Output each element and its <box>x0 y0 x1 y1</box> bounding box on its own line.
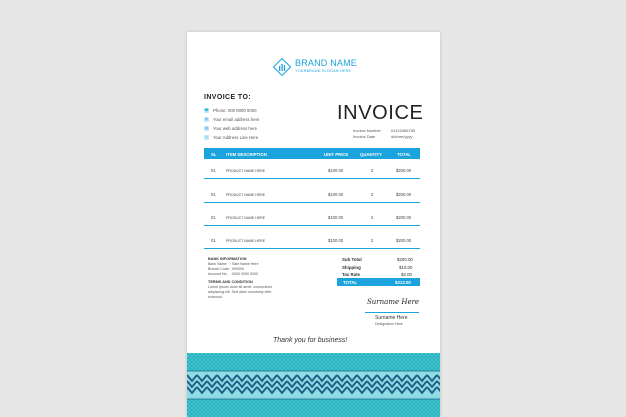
header-quantity: QUANTITY <box>360 151 382 157</box>
row-total: $200.00 <box>396 168 412 173</box>
header-sl: SL <box>211 151 217 157</box>
table-row <box>204 212 420 224</box>
invoice-number <box>353 128 415 133</box>
row-divider <box>204 202 420 203</box>
contact-address-text: Your Address Line Here <box>213 134 259 140</box>
brand-slogan: YOURBRAND SLOGAN HERE <box>295 69 352 73</box>
table-header <box>204 148 420 159</box>
row-divider <box>204 178 420 179</box>
row-sl: 01 <box>211 215 216 220</box>
contact-address <box>204 133 258 141</box>
phone-icon: ☎ <box>204 107 209 112</box>
contact-email <box>204 115 259 123</box>
invoice-page <box>187 32 440 417</box>
invoice-date <box>353 134 412 139</box>
row-quantity: 2 <box>371 215 374 220</box>
invoice-title: INVOICE <box>337 102 424 124</box>
email-icon: ✉ <box>205 116 208 121</box>
location-icon: ⌂ <box>205 134 208 139</box>
bank-line <box>208 272 258 276</box>
footer-pattern <box>187 353 440 417</box>
row-description: PRODUCT NAME HERE <box>226 192 266 197</box>
signature-mark <box>363 294 423 308</box>
row-total: $200.00 <box>396 192 412 197</box>
row-unit-price: $100.00 <box>328 168 344 173</box>
contact-web-text: Your web address here <box>213 125 258 131</box>
signer-name: Surname Here <box>375 315 408 321</box>
total-label: TOTAL <box>343 280 358 285</box>
contact-email-text: Your email address here <box>213 116 260 122</box>
row-total: $200.00 <box>396 238 412 243</box>
invoice-number-label: Invoice Number <box>353 128 382 133</box>
bank-value: : 000000 <box>230 267 244 271</box>
row-description: PRODUCT NAME HERE <box>226 215 266 220</box>
subtotal-label: Sub Total <box>342 257 362 262</box>
table-row <box>204 189 420 201</box>
header-unit-price: UNIT PRICE <box>324 151 349 157</box>
signature-script: Surname Here <box>367 298 420 306</box>
row-unit-price: $100.00 <box>328 192 344 197</box>
signer-designation: Designation Here <box>375 322 403 326</box>
row-description: PRODUCT NAME HERE <box>226 168 266 173</box>
row-description: PRODUCT NAME HERE <box>226 238 266 243</box>
terms-heading: TERMS AND CONDITION <box>208 280 253 284</box>
row-unit-price: $100.00 <box>328 215 344 220</box>
bank-label: Bank Name <box>208 262 227 266</box>
row-divider <box>204 225 420 226</box>
subtotal-value: $200.00 <box>397 257 413 262</box>
total-value: $212.00 <box>395 280 411 285</box>
tax-label: Tax Rate <box>342 272 360 277</box>
bank-line <box>208 262 259 266</box>
terms-text: Lorem ipsum dolor sit amet, consectetur adipiscing elit. Sed diam nonummy nibh euismod. <box>208 285 272 299</box>
row-sl: 01 <box>211 192 216 197</box>
contact-phone <box>204 106 257 114</box>
shipping-value: $10.00 <box>399 265 413 270</box>
contact-web <box>204 124 257 132</box>
row-quantity: 2 <box>371 238 374 243</box>
invoice-to-heading: INVOICE TO: <box>204 94 252 101</box>
thank-you-note: Thank you for business! <box>273 337 348 344</box>
invoice-number-value: #1123456789 <box>391 128 416 133</box>
row-unit-price: $100.00 <box>328 238 344 243</box>
signature-line <box>365 312 419 313</box>
row-quantity: 2 <box>371 168 374 173</box>
shipping-label: Shipping <box>342 265 361 270</box>
brand-logo-icon <box>273 58 291 76</box>
total-bar <box>337 278 420 286</box>
brand-name: BRAND NAME <box>295 58 358 68</box>
bank-value: : 0000 0000 0000 <box>230 272 258 276</box>
row-total: $200.00 <box>396 215 412 220</box>
tax-value: $2.00 <box>401 272 412 277</box>
bank-line <box>208 267 244 271</box>
row-quantity: 2 <box>371 192 374 197</box>
invoice-date-label: Invoice Date <box>353 134 376 139</box>
bank-heading: BANK INFORMATION <box>208 257 247 261</box>
bank-label: Branch Code <box>208 267 229 271</box>
bank-value: : Sale Name Here <box>230 262 259 266</box>
contact-phone-text: Phone: 000 0000 0000 <box>213 107 257 113</box>
table-row <box>204 235 420 247</box>
web-icon: ◍ <box>204 125 209 130</box>
row-sl: 01 <box>211 168 216 173</box>
bank-label: Account No. <box>208 272 228 276</box>
header-item: ITEM DESCRIPTION <box>226 151 267 157</box>
row-sl: 01 <box>211 238 216 243</box>
row-divider <box>204 248 420 249</box>
invoice-date-value: dd/mm/yyyy <box>391 134 413 139</box>
header-total: TOTAL <box>397 151 411 157</box>
table-row <box>204 165 420 177</box>
